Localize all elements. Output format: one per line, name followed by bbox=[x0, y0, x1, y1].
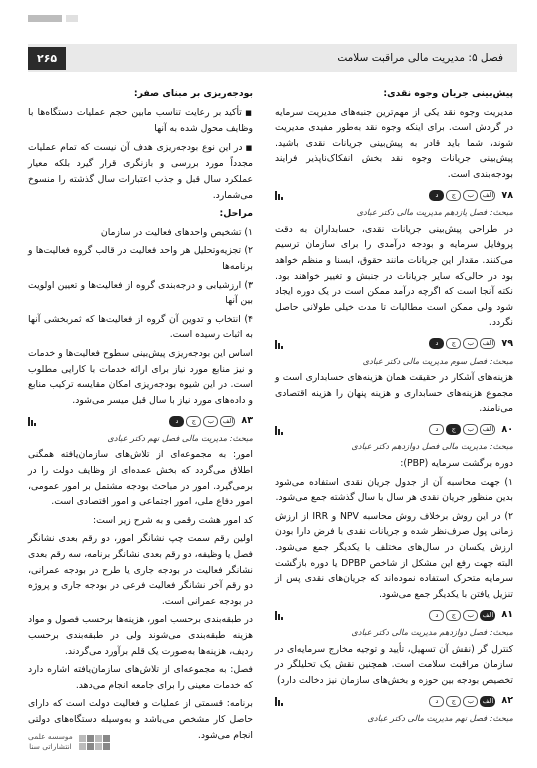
question-header-78 bbox=[275, 188, 513, 204]
question-number: ۷۸ bbox=[501, 189, 513, 201]
answer-text: برنامه: قسمتی از عملیات و فعالیت دولت است که دارای حاصل کار مشخص می‌باشد و به‌وسیله دستگاه‌های دولتی انجام می‌شود. bbox=[28, 698, 253, 741]
right-column bbox=[275, 86, 513, 728]
option-alef-selected: الف bbox=[480, 696, 495, 707]
option-dal-selected: د bbox=[429, 190, 444, 201]
step-item: ۳) ارزشیابی و درجه‌بندی گروه از فعالیت‌ها و تعیین اولویت بین آنها bbox=[28, 279, 253, 307]
answer-text: فصل: به مجموعه‌ای از تلاش‌های سازمان‌یافته اشاره دارد که خدمات معینی را برای جامعه انجام می‌دهد. bbox=[28, 664, 253, 691]
page-header bbox=[28, 44, 517, 72]
answer-text: امور: به مجموعه‌ای از تلاش‌های سازمان‌یافته همگنی اطلاق می‌گردد که بخش عمده‌ای از وظایف دولت را در برمی‌گیرد. امور در مباحث بودجه مشتمل بر امور عمومی، امور دفاع ملی، امور اجتماعی و امور اقتصادی است. bbox=[28, 449, 253, 508]
publisher-name: موسسه علمی انتشاراتی سنا bbox=[28, 732, 73, 751]
option-be: ب bbox=[463, 190, 478, 201]
option-be: ب bbox=[463, 610, 478, 621]
answer-text: کنترل گر (نقش آن تسهیل، تأیید و توجیه مخارج سرمایه‌ای در سازمان مراقبت سلامت است. همچنین نقش یک تحلیلگر در تخصیص بودجه بین حوزه و بخش‌های سازمان نیز دخالت دارد) bbox=[275, 643, 513, 686]
top-decoration-bar bbox=[28, 15, 62, 22]
option-jim: ج bbox=[446, 190, 461, 201]
question-source: مبحث: فصل سوم مدیریت مالی دکتر عبادی bbox=[362, 355, 513, 366]
bullet-item: ■ در این نوع بودجه‌ریزی هدف آن نیست که تمام عملیات مجدداً مورد بررسی و بازنگری قرار گیرد بلکه معیار عملکرد سال قبل و جذب اعتبارات سال گذشته را منسوخ می‌شمارد. bbox=[28, 140, 253, 203]
publisher-logo-icon bbox=[79, 735, 110, 750]
question-number: ۸۱ bbox=[501, 609, 513, 621]
paragraph: اساس این بودجه‌ریزی پیش‌بینی سطوح فعالیت‌ها و خدمات و نیز منابع مورد نیاز برای ارائه خدمات با کارایی مطلوب است. در این شیوه بودجه‌ریزی امکان مقایسه ترکیب منابع و داده‌های مورد نیاز با سال قبل میسر می‌شود. bbox=[28, 347, 253, 406]
page-number: ۲۶۵ bbox=[28, 47, 66, 70]
bullet-item: ■ تأکید بر رعایت تناسب مابین حجم عملیات دستگاه‌ها با وظایف محول شده به آنها bbox=[28, 105, 253, 137]
answer-text: هزینه‌های آشکار در حقیقت همان هزینه‌های حسابداری است و مجموع هزینه‌های حسابداری و هزینه پنهان را هزینه اقتصادی می‌نامند. bbox=[275, 372, 513, 415]
difficulty-bars-icon bbox=[28, 416, 36, 426]
answer-text: کد امور هشت رقمی و به شرح زیر است: bbox=[92, 514, 253, 526]
option-alef: الف bbox=[480, 338, 495, 349]
difficulty-bars-icon bbox=[275, 696, 283, 706]
question-number: ۸۰ bbox=[501, 423, 513, 435]
question-number: ۸۲ bbox=[501, 695, 513, 707]
option-dal-selected: د bbox=[169, 416, 184, 427]
question-header-79 bbox=[275, 336, 513, 352]
difficulty-bars-icon bbox=[275, 339, 283, 349]
section-title: بودجه‌ریزی بر مبنای صفر: bbox=[133, 88, 253, 99]
question-source: مبحث: فصل نهم مدیریت مالی دکتر عبادی bbox=[367, 712, 513, 723]
option-dal: د bbox=[429, 610, 444, 621]
publisher-footer bbox=[28, 732, 110, 752]
option-jim: ج bbox=[446, 696, 461, 707]
question-number: ۷۹ bbox=[501, 337, 513, 349]
option-jim-selected: ج bbox=[446, 424, 461, 435]
option-dal: د bbox=[429, 424, 444, 435]
answer-text: ۱) جهت محاسبه آن از جدول جریان نقدی استفاده می‌شود بدین منظور جریان نقدی هر سال با سال گذشته جمع می‌شود. bbox=[275, 476, 513, 504]
answer-text: اولین رقم سمت چپ نشانگر امور، دو رقم بعدی نشانگر فصل یا وظیفه، دو رقم بعدی نشانگر برنامه، سه رقم بعدی نشانگر فعالیت در بودجه جاری یا طرح در بودجه عمرانی، دو رقم آخر نشانگر فعالیت فرعی در بودجه جاری و پروژه در بودجه عمرانی است. bbox=[28, 533, 253, 607]
answer-text: در طراحی پیش‌بینی جریانات نقدی، حسابداران به دقت پروفایل سرمایه و بودجه درآمدی را برای سازمان ترسیم می‌کنند. مقدار این جریانات مانند حقوق، ابسنا و منظم خواهد بود در حالی‌که سایر جریانات در جنبش و تغییر خواهند بود. نکته آنجا است که اگرچه درآمد ممکن است در یک دوره ایجاد شود ولی ممکن است مطالبات تا مدت خیلی طولانی حاصل نگردد. bbox=[275, 223, 513, 329]
option-dal: د bbox=[429, 696, 444, 707]
question-number: ۸۳ bbox=[241, 415, 253, 427]
difficulty-bars-icon bbox=[275, 425, 283, 435]
step-item: ۴) انتخاب و تدوین آن گروه از فعالیت‌ها که ثمربخشی آنها به اثبات رسیده است. bbox=[28, 313, 253, 341]
option-alef: الف bbox=[480, 424, 495, 435]
option-dal-selected: د bbox=[429, 338, 444, 349]
option-be: ب bbox=[203, 416, 218, 427]
step-item: ۱) تشخیص واحدهای فعالیت در سازمان bbox=[100, 226, 253, 238]
top-decoration-bar-small bbox=[66, 15, 78, 22]
option-be: ب bbox=[463, 696, 478, 707]
subsection-title: دوره برگشت سرمایه (PBP): bbox=[400, 458, 513, 470]
question-header-82 bbox=[275, 693, 513, 709]
step-item: ۲) تجزیه‌وتحلیل هر واحد فعالیت در قالب گروه فعالیت‌ها و برنامه‌ها bbox=[28, 245, 253, 272]
question-source: مبحث: مدیریت مالی فصل نهم دکتر عبادی bbox=[107, 432, 253, 443]
difficulty-bars-icon bbox=[275, 190, 283, 200]
option-be: ب bbox=[463, 338, 478, 349]
option-jim: ج bbox=[186, 416, 201, 427]
option-jim: ج bbox=[446, 610, 461, 621]
question-header-83 bbox=[28, 413, 253, 429]
question-source: مبحث: فصل یازدهم مدیریت مالی دکتر عبادی bbox=[356, 207, 513, 218]
difficulty-bars-icon bbox=[275, 610, 283, 620]
question-source: مبحث: فصل دوازدهم مدیریت مالی دکتر عبادی bbox=[351, 627, 513, 637]
option-alef-selected: الف bbox=[480, 610, 495, 621]
steps-title: مراحل: bbox=[219, 208, 253, 220]
option-alef: الف bbox=[220, 416, 235, 427]
answer-text: ۲) در این روش برخلاف روش محاسبه NPV و IRR از ارزش زمانی پول صرف‌نظر شده و جریانات نقدی با فرض دارا بودن ارزش یکسان در سال‌های مختلف با یکدیگر جمع می‌شود. البته جهت رفع این مشکل از شاخص DPBP یا دوره بازگشت سرمایه متحرک استفاده نموده‌اند که جریان‌های نقدی پس از تنزیل یافتن با یکدیگر جمع می‌شود. bbox=[275, 510, 513, 600]
paragraph: مدیریت وجوه نقد یکی از مهم‌ترین جنبه‌های مدیریت سرمایه در گردش است. برای اینکه وجوه نقد به‌طور مفیدی مدیریت شوند، شما باید قادر به پیش‌بینی جریانات نقدی باشید. پیش‌بینی جریانات وجوه نقد بخش انفکاک‌ناپذیر فرایند بودجه‌بندی است. bbox=[275, 106, 513, 180]
answer-text: در طبقه‌بندی برحسب امور، هزینه‌ها برحسب فصول و مواد هزینه طبقه‌بندی می‌شوند ولی در طبقه‌بندی برحسب ردیف، هزینه‌ها به‌صورت یک قلم برآورد می‌گردند. bbox=[28, 614, 253, 657]
section-title: پیش‌بینی جریان وجوه نقدی: bbox=[383, 88, 513, 99]
question-header-80 bbox=[275, 422, 513, 438]
option-jim: ج bbox=[446, 338, 461, 349]
left-column bbox=[28, 86, 253, 746]
question-header-81 bbox=[275, 607, 513, 623]
option-be: ب bbox=[463, 424, 478, 435]
question-source: مبحث: مدیریت مالی فصل دوازدهم دکتر عبادی bbox=[351, 441, 513, 452]
chapter-title: فصل ۵: مدیریت مالی مراقبت سلامت bbox=[337, 52, 503, 64]
option-alef: الف bbox=[480, 190, 495, 201]
